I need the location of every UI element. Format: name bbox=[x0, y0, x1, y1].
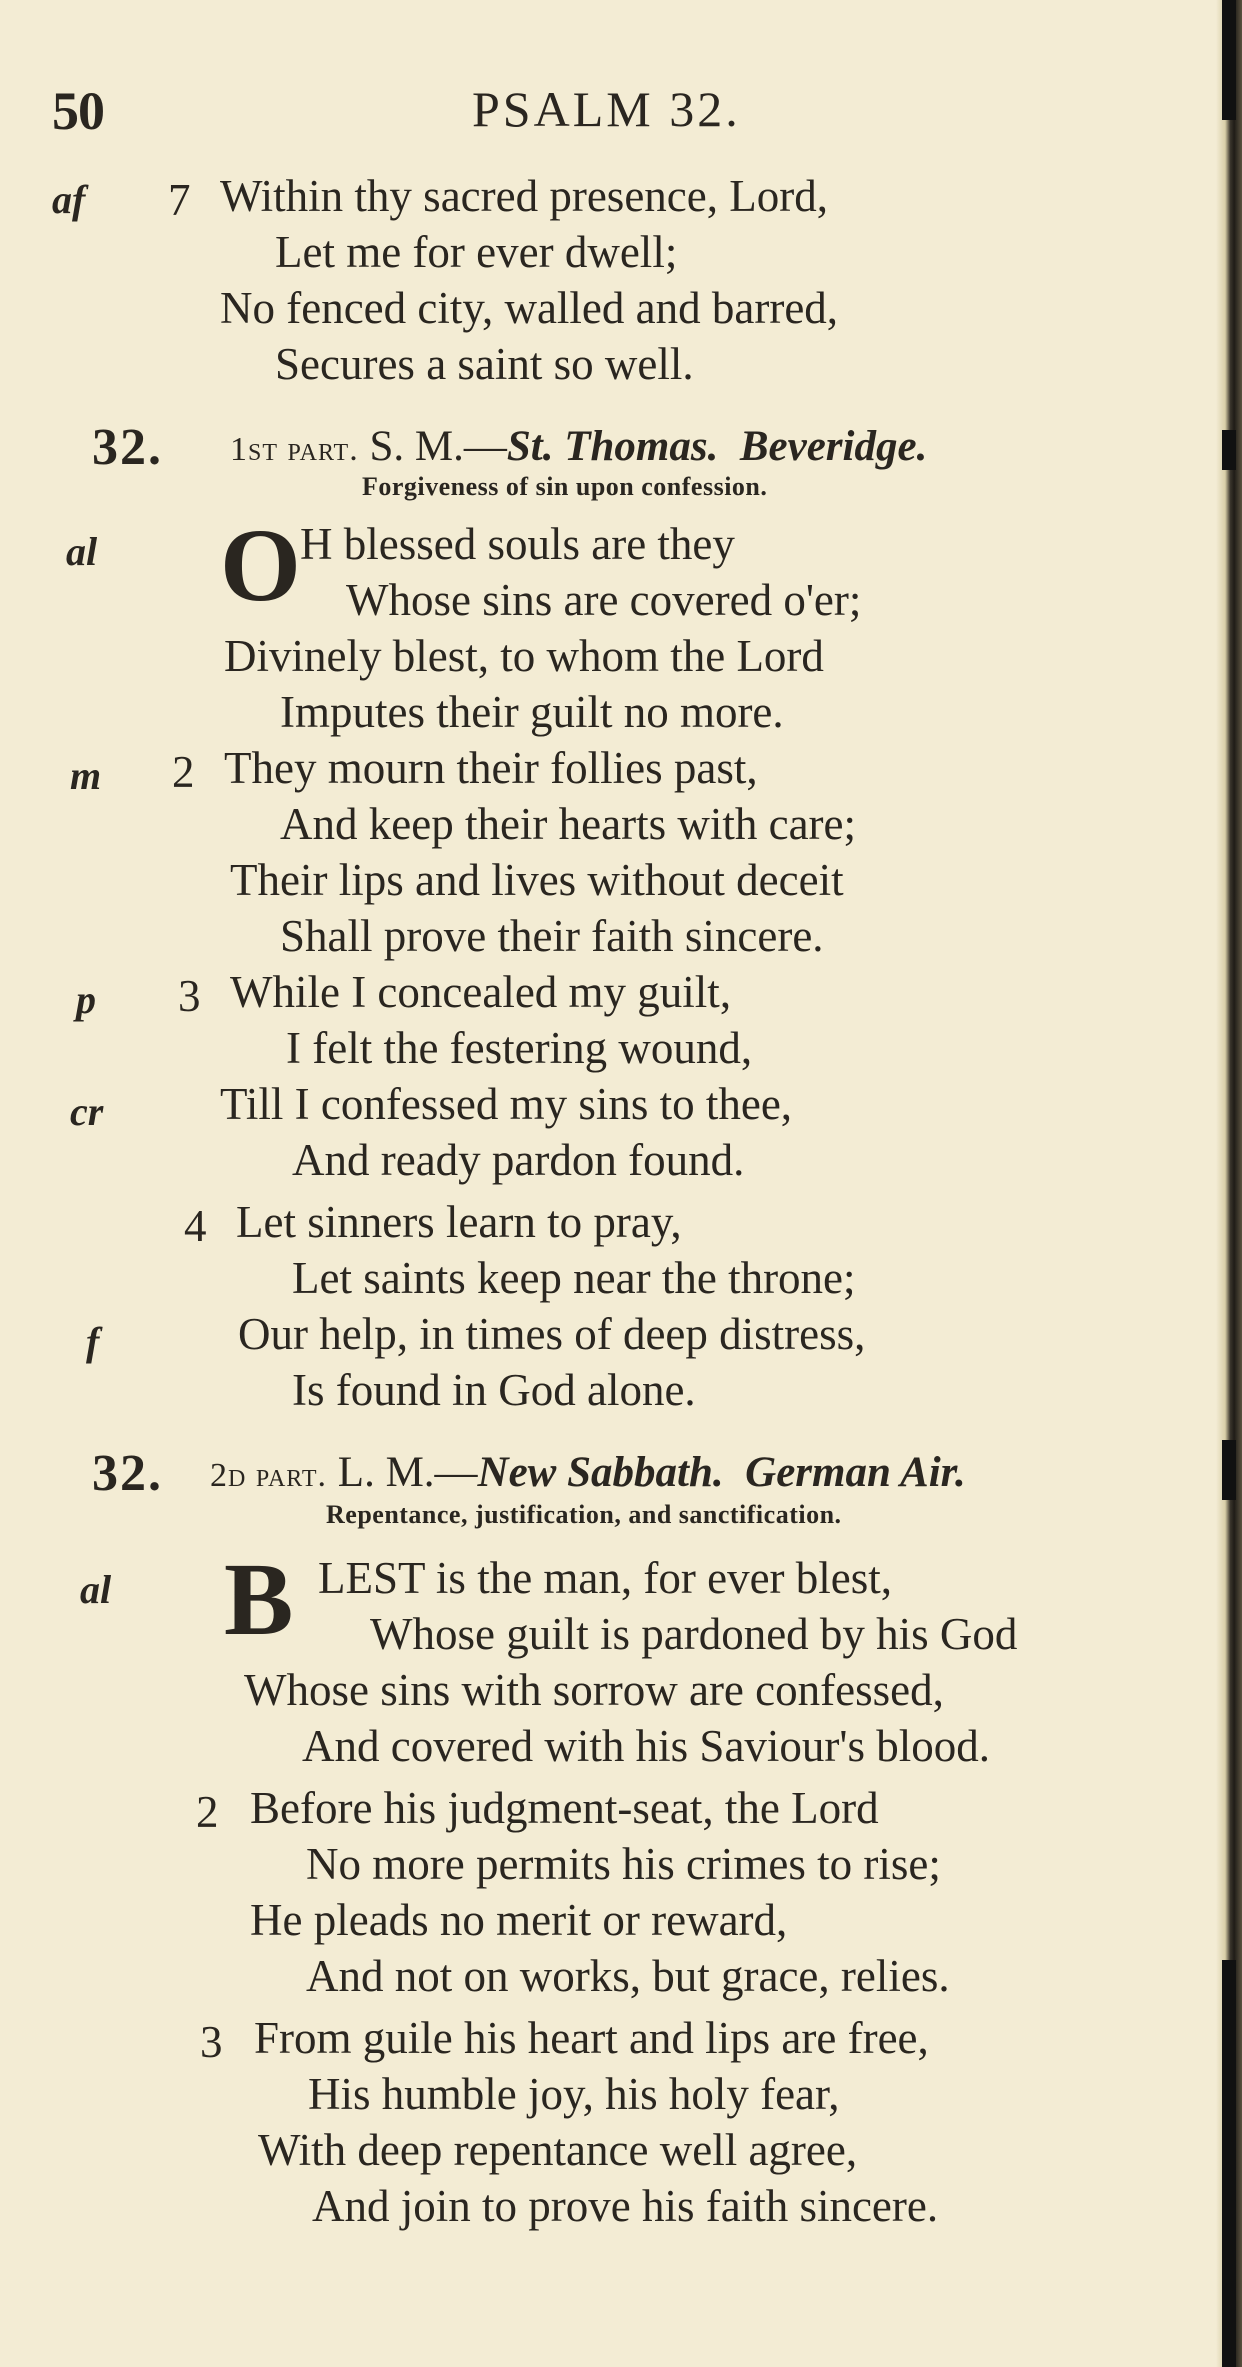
verse-line: He pleads no merit or reward, bbox=[250, 1895, 788, 1945]
verse-line: Is found in God alone. bbox=[292, 1365, 696, 1415]
verse-line: Shall prove their faith sincere. bbox=[280, 911, 824, 961]
verse-number: 3 bbox=[178, 971, 201, 1021]
verse-line: Let saints keep near the throne; bbox=[292, 1253, 856, 1303]
verse-line: While I concealed my guilt, bbox=[230, 967, 732, 1017]
hymn-tune: New Sabbath. bbox=[477, 1449, 724, 1496]
verse-line: H blessed souls are they bbox=[300, 519, 735, 569]
dynamic-mark: af bbox=[52, 177, 86, 222]
verse-line: Whose guilt is pardoned by his God bbox=[370, 1609, 1018, 1659]
verse-line: Divinely blest, to whom the Lord bbox=[224, 631, 824, 681]
hymn-number: 32. bbox=[92, 419, 163, 476]
hymn-heading bbox=[230, 422, 927, 471]
verse-line: Let sinners learn to pray, bbox=[236, 1197, 682, 1247]
verse-line: LEST is the man, for ever blest, bbox=[318, 1553, 893, 1603]
hymn-part: 2d part. bbox=[210, 1457, 328, 1494]
verse-line: Their lips and lives without deceit bbox=[230, 855, 844, 905]
hymn-meter: S. M.— bbox=[369, 423, 507, 470]
verse-line: His humble joy, his holy fear, bbox=[308, 2069, 840, 2119]
verse-line: I felt the festering wound, bbox=[286, 1023, 753, 1073]
verse-number: 2 bbox=[172, 747, 195, 797]
dynamic-mark: al bbox=[66, 529, 98, 574]
hymn-number: 32. bbox=[92, 1445, 163, 1502]
hymn-author: Beveridge. bbox=[739, 423, 928, 470]
verse-line: And ready pardon found. bbox=[292, 1135, 745, 1185]
verse-line: Till I confessed my sins to thee, bbox=[220, 1079, 793, 1129]
verse-number: 3 bbox=[200, 2017, 223, 2067]
drop-cap: B bbox=[224, 1542, 294, 1657]
binding-shadow bbox=[1222, 0, 1236, 120]
verse-line: No fenced city, walled and barred, bbox=[220, 283, 839, 333]
hymn-tune: St. Thomas. bbox=[506, 423, 719, 470]
verse-line: Before his judgment-seat, the Lord bbox=[250, 1783, 879, 1833]
verse-number: 7 bbox=[168, 175, 191, 225]
verse-line: Let me for ever dwell; bbox=[275, 227, 678, 277]
verse-line: From guile his heart and lips are free, bbox=[254, 2013, 929, 2063]
verse-line: No more permits his crimes to rise; bbox=[306, 1839, 941, 1889]
verse-line: With deep repentance well agree, bbox=[258, 2125, 858, 2175]
verse-line: Imputes their guilt no more. bbox=[280, 687, 784, 737]
verse-line: Secures a saint so well. bbox=[275, 339, 694, 389]
drop-cap: O bbox=[220, 508, 301, 623]
verse-line: And join to prove his faith sincere. bbox=[312, 2181, 939, 2231]
verse-line: And keep their hearts with care; bbox=[280, 799, 857, 849]
hymn-heading bbox=[210, 1448, 966, 1497]
hymn-subtitle: Repentance, justification, and sanctification. bbox=[326, 1500, 842, 1529]
hymn-meter: L. M.— bbox=[337, 1449, 478, 1496]
verse-number: 4 bbox=[184, 1201, 207, 1251]
verse-line: And not on works, but grace, relies. bbox=[306, 1951, 950, 2001]
verse-number: 2 bbox=[196, 1787, 219, 1837]
binding-shadow bbox=[1222, 1440, 1236, 1500]
running-title: PSALM 32. bbox=[472, 81, 741, 137]
hymn-subtitle: Forgiveness of sin upon confession. bbox=[362, 472, 768, 501]
dynamic-mark: m bbox=[70, 753, 102, 798]
verse-line: Our help, in times of deep distress, bbox=[238, 1309, 866, 1359]
verse-line: Whose sins with sorrow are confessed, bbox=[244, 1665, 944, 1715]
binding-shadow bbox=[1222, 430, 1236, 470]
verse-line: Within thy sacred presence, Lord, bbox=[220, 171, 828, 221]
page-number: 50 bbox=[52, 81, 104, 141]
dynamic-mark: f bbox=[86, 1319, 100, 1364]
verse-line: They mourn their follies past, bbox=[224, 743, 758, 793]
hymn-author: German Air. bbox=[745, 1449, 966, 1496]
dynamic-mark: p bbox=[76, 977, 96, 1022]
verse-line: And covered with his Saviour's blood. bbox=[302, 1721, 991, 1771]
hymn-part: 1st part. bbox=[230, 431, 359, 468]
verse-line: Whose sins are covered o'er; bbox=[346, 575, 862, 625]
dynamic-mark: cr bbox=[70, 1089, 104, 1134]
dynamic-mark: al bbox=[80, 1567, 112, 1612]
binding-shadow bbox=[1222, 1960, 1236, 2367]
